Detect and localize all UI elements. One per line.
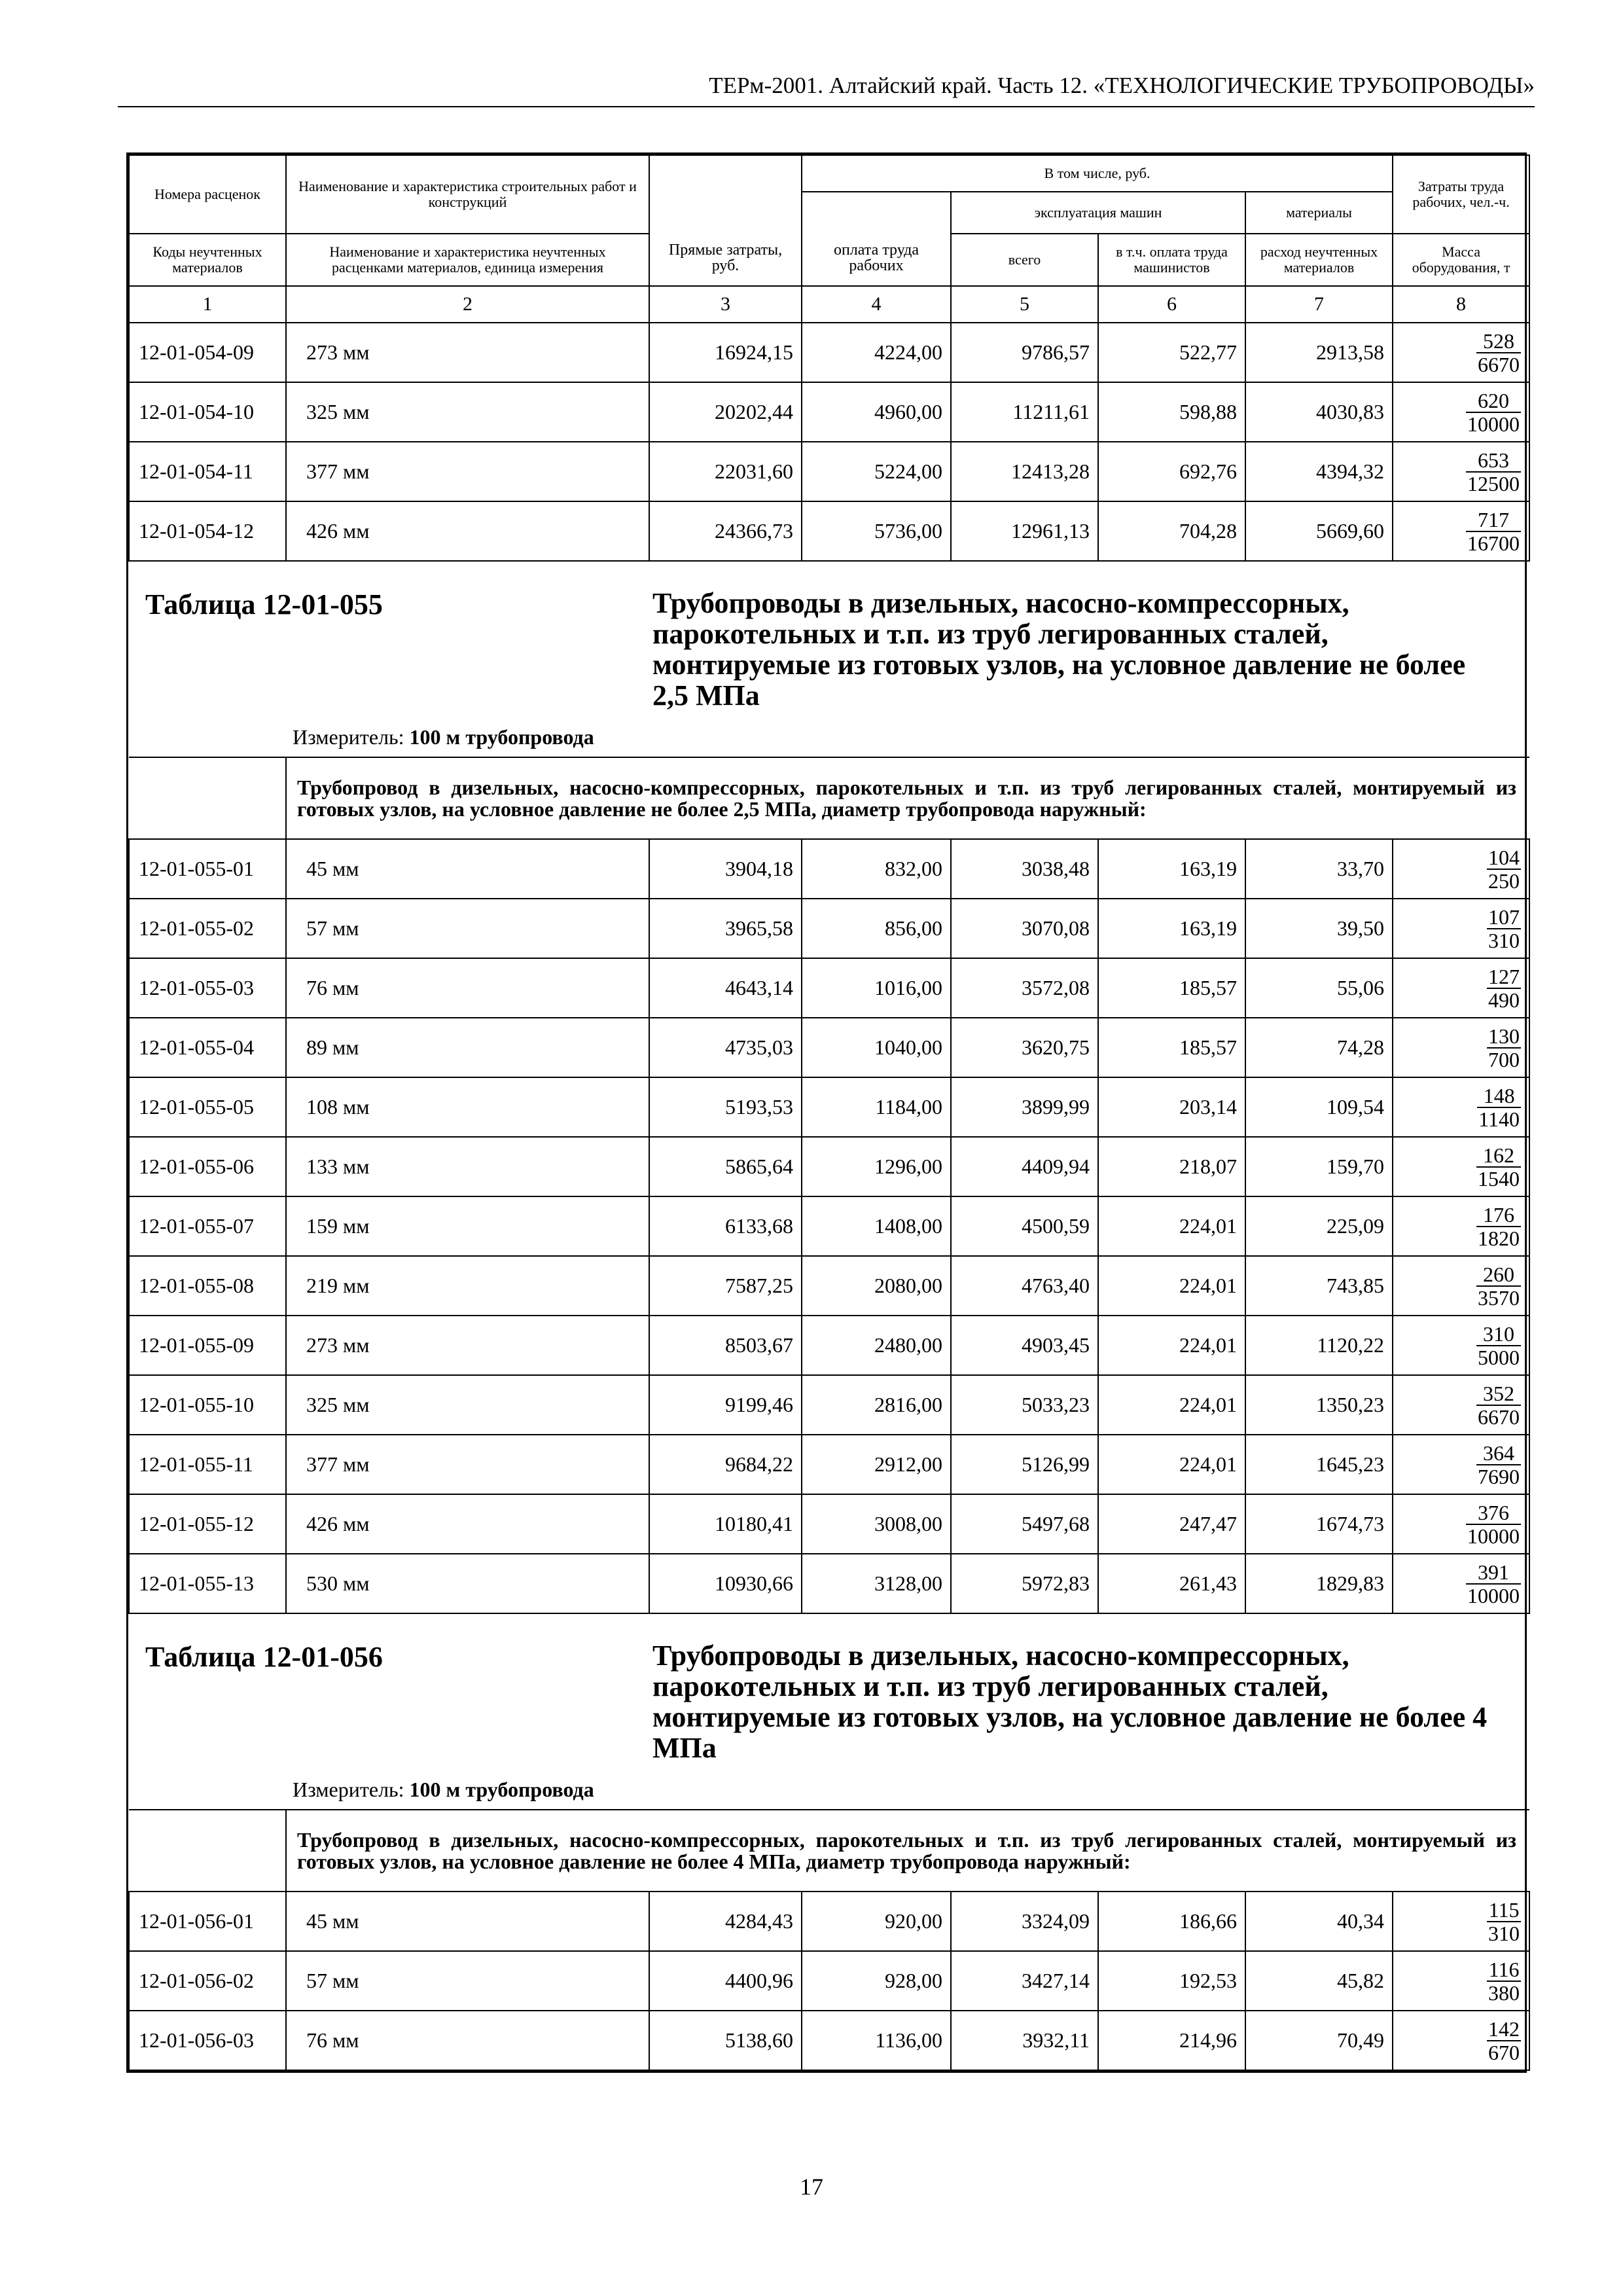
equipment-mass: 490 xyxy=(1488,988,1520,1012)
rate-code: 12-01-056-03 xyxy=(129,2011,286,2070)
labor-hours: 127 xyxy=(1488,964,1520,988)
materials-cost: 1645,23 xyxy=(1245,1435,1393,1494)
labor-hours: 176 xyxy=(1476,1204,1521,1227)
materials-cost: 33,70 xyxy=(1245,839,1393,899)
direct-costs: 7587,25 xyxy=(649,1256,802,1316)
materials-cost: 5669,60 xyxy=(1245,501,1393,561)
machine-costs: 11211,61 xyxy=(951,382,1098,442)
machine-operator-wages: 186,66 xyxy=(1098,1892,1245,1951)
labor-mass-fraction xyxy=(1487,2018,1521,2064)
section-056 xyxy=(129,1613,1529,1892)
worker-wages: 3008,00 xyxy=(802,1494,951,1554)
table-row xyxy=(129,1137,1529,1196)
direct-costs: 5865,64 xyxy=(649,1137,802,1196)
machine-costs: 12413,28 xyxy=(951,442,1098,501)
labor-and-mass xyxy=(1393,839,1529,899)
equipment-mass: 700 xyxy=(1488,1047,1520,1071)
worker-wages: 920,00 xyxy=(802,1892,951,1951)
rate-code: 12-01-054-10 xyxy=(129,382,286,442)
machine-costs: 5497,68 xyxy=(951,1494,1098,1554)
equipment-mass: 10000 xyxy=(1467,1583,1520,1607)
rate-name: 273 мм xyxy=(286,1316,649,1375)
table-row xyxy=(129,382,1529,442)
machine-costs: 9786,57 xyxy=(951,323,1098,382)
rate-code: 12-01-055-06 xyxy=(129,1137,286,1196)
table-row xyxy=(129,1435,1529,1494)
labor-hours: 352 xyxy=(1476,1382,1521,1406)
materials-cost: 109,54 xyxy=(1245,1077,1393,1137)
worker-wages: 928,00 xyxy=(802,1951,951,2011)
rate-code: 12-01-055-09 xyxy=(129,1316,286,1375)
rate-name: 325 мм xyxy=(286,1375,649,1435)
materials-cost: 1350,23 xyxy=(1245,1375,1393,1435)
table-row xyxy=(129,1951,1529,2011)
labor-and-mass xyxy=(1393,323,1529,382)
rate-code: 12-01-055-05 xyxy=(129,1077,286,1137)
equipment-mass: 310 xyxy=(1488,928,1520,952)
labor-hours: 142 xyxy=(1488,2017,1520,2041)
equipment-mass: 7690 xyxy=(1478,1464,1520,1488)
worker-wages: 4224,00 xyxy=(802,323,951,382)
column-number: 8 xyxy=(1393,286,1529,323)
direct-costs: 24366,73 xyxy=(649,501,802,561)
table-row xyxy=(129,1316,1529,1375)
rate-name: 159 мм xyxy=(286,1196,649,1256)
rate-name: 76 мм xyxy=(286,2011,649,2070)
labor-and-mass xyxy=(1393,958,1529,1018)
labor-hours: 653 xyxy=(1466,449,1521,473)
price-table-sheet xyxy=(126,152,1527,2073)
machine-costs: 4903,45 xyxy=(951,1316,1098,1375)
labor-mass-fraction xyxy=(1466,1561,1521,1607)
machine-operator-wages: 185,57 xyxy=(1098,1018,1245,1077)
labor-hours: 107 xyxy=(1488,905,1520,929)
machine-operator-wages: 704,28 xyxy=(1098,501,1245,561)
column-number: 3 xyxy=(649,286,802,323)
column-number: 1 xyxy=(129,286,286,323)
labor-mass-fraction xyxy=(1466,449,1521,495)
equipment-mass: 670 xyxy=(1488,2040,1520,2064)
column-number: 2 xyxy=(286,286,649,323)
labor-mass-fraction xyxy=(1477,1085,1521,1130)
table-label: Таблица 12-01-056 xyxy=(145,1641,383,1673)
table-row xyxy=(129,1077,1529,1137)
labor-mass-fraction xyxy=(1487,965,1521,1011)
rate-code: 12-01-054-09 xyxy=(129,323,286,382)
labor-mass-fraction xyxy=(1476,1323,1521,1369)
materials-cost: 4030,83 xyxy=(1245,382,1393,442)
machine-costs: 5126,99 xyxy=(951,1435,1098,1494)
measure-unit xyxy=(293,725,594,749)
equipment-mass: 10000 xyxy=(1467,1524,1520,1548)
labor-hours: 391 xyxy=(1466,1561,1521,1585)
materials-cost: 159,70 xyxy=(1245,1137,1393,1196)
labor-hours: 162 xyxy=(1476,1144,1521,1168)
table-row xyxy=(129,2011,1529,2070)
materials-cost: 74,28 xyxy=(1245,1018,1393,1077)
machine-operator-wages: 224,01 xyxy=(1098,1435,1245,1494)
table-row xyxy=(129,1018,1529,1077)
direct-costs: 10930,66 xyxy=(649,1554,802,1613)
machine-costs: 3324,09 xyxy=(951,1892,1098,1951)
materials-cost: 1674,73 xyxy=(1245,1494,1393,1554)
direct-costs: 4643,14 xyxy=(649,958,802,1018)
machine-operator-wages: 218,07 xyxy=(1098,1137,1245,1196)
worker-wages: 2816,00 xyxy=(802,1375,951,1435)
machine-operator-wages: 163,19 xyxy=(1098,839,1245,899)
equipment-mass: 1140 xyxy=(1478,1107,1520,1131)
labor-and-mass xyxy=(1393,1951,1529,2011)
labor-and-mass xyxy=(1393,1375,1529,1435)
machine-costs: 3572,08 xyxy=(951,958,1098,1018)
machine-operator-wages: 185,57 xyxy=(1098,958,1245,1018)
worker-wages: 832,00 xyxy=(802,839,951,899)
direct-costs: 10180,41 xyxy=(649,1494,802,1554)
equipment-mass: 1820 xyxy=(1478,1226,1520,1250)
rate-name: 89 мм xyxy=(286,1018,649,1077)
direct-costs: 4400,96 xyxy=(649,1951,802,2011)
equipment-mass: 12500 xyxy=(1467,471,1520,495)
table-row xyxy=(129,839,1529,899)
machine-operator-wages: 247,47 xyxy=(1098,1494,1245,1554)
machine-costs: 4500,59 xyxy=(951,1196,1098,1256)
measure-value: 100 м трубопровода xyxy=(409,725,594,749)
materials-cost: 4394,32 xyxy=(1245,442,1393,501)
equipment-mass: 5000 xyxy=(1478,1345,1520,1369)
worker-wages: 2080,00 xyxy=(802,1256,951,1316)
direct-costs: 20202,44 xyxy=(649,382,802,442)
direct-costs: 4735,03 xyxy=(649,1018,802,1077)
price-table xyxy=(128,154,1530,2071)
direct-costs: 22031,60 xyxy=(649,442,802,501)
rate-name: 377 мм xyxy=(286,1435,649,1494)
rate-code: 12-01-055-04 xyxy=(129,1018,286,1077)
machine-operator-wages: 214,96 xyxy=(1098,2011,1245,2070)
materials-cost: 55,06 xyxy=(1245,958,1393,1018)
worker-wages: 1040,00 xyxy=(802,1018,951,1077)
rate-code: 12-01-055-12 xyxy=(129,1494,286,1554)
labor-hours: 148 xyxy=(1477,1085,1521,1108)
rate-code: 12-01-055-01 xyxy=(129,839,286,899)
labor-and-mass xyxy=(1393,2011,1529,2070)
rate-code: 12-01-055-07 xyxy=(129,1196,286,1256)
table-row xyxy=(129,899,1529,958)
equipment-mass: 250 xyxy=(1488,869,1520,893)
machine-costs: 3932,11 xyxy=(951,2011,1098,2070)
rate-name: 377 мм xyxy=(286,442,649,501)
direct-costs: 4284,43 xyxy=(649,1892,802,1951)
running-header xyxy=(118,65,1535,107)
header-labor-bottom: Масса оборудования, т xyxy=(1393,234,1529,286)
rate-code: 12-01-055-02 xyxy=(129,899,286,958)
direct-costs: 6133,68 xyxy=(649,1196,802,1256)
direct-costs: 9684,22 xyxy=(649,1435,802,1494)
equipment-mass: 310 xyxy=(1488,1921,1520,1945)
page-number: 17 xyxy=(800,2174,823,2200)
header-wages: оплата труда рабочих xyxy=(802,192,951,286)
direct-costs: 16924,15 xyxy=(649,323,802,382)
direct-costs: 5193,53 xyxy=(649,1077,802,1137)
header-machines: эксплуатация машин xyxy=(951,192,1245,234)
worker-wages: 2912,00 xyxy=(802,1435,951,1494)
machine-costs: 4409,94 xyxy=(951,1137,1098,1196)
labor-mass-fraction xyxy=(1476,1382,1521,1428)
equipment-mass: 10000 xyxy=(1467,412,1520,436)
header-materials: материалы xyxy=(1245,192,1393,234)
labor-hours: 620 xyxy=(1466,389,1521,413)
column-number: 5 xyxy=(951,286,1098,323)
machine-operator-wages: 203,14 xyxy=(1098,1077,1245,1137)
materials-cost: 743,85 xyxy=(1245,1256,1393,1316)
rate-name: 45 мм xyxy=(286,839,649,899)
equipment-mass: 6670 xyxy=(1478,1405,1520,1429)
machine-operator-wages: 598,88 xyxy=(1098,382,1245,442)
labor-and-mass xyxy=(1393,501,1529,561)
rate-name: 530 мм xyxy=(286,1554,649,1613)
machine-costs: 5972,83 xyxy=(951,1554,1098,1613)
machine-operator-wages: 692,76 xyxy=(1098,442,1245,501)
machine-costs: 4763,40 xyxy=(951,1256,1098,1316)
labor-and-mass xyxy=(1393,1077,1529,1137)
table-label: Таблица 12-01-055 xyxy=(145,588,383,620)
machine-operator-wages: 224,01 xyxy=(1098,1256,1245,1316)
rate-name: 133 мм xyxy=(286,1137,649,1196)
labor-and-mass xyxy=(1393,442,1529,501)
header-col1-bottom: Коды неучтенных материалов xyxy=(129,234,286,286)
table-header xyxy=(129,155,1529,323)
section-description: Трубопровод в дизельных, насосно-компрессорных, парокотельных и т.п. из труб легированных сталей, монтируемый из готовых узлов, на условное давление не более 4 МПа, диаметр трубопровода наружный: xyxy=(286,1810,1529,1892)
worker-wages: 5736,00 xyxy=(802,501,951,561)
table-row xyxy=(129,1375,1529,1435)
direct-costs: 8503,67 xyxy=(649,1316,802,1375)
rate-code: 12-01-056-01 xyxy=(129,1892,286,1951)
rate-name: 76 мм xyxy=(286,958,649,1018)
materials-cost: 1829,83 xyxy=(1245,1554,1393,1613)
machine-operator-wages: 224,01 xyxy=(1098,1316,1245,1375)
measure-label: Измеритель: xyxy=(293,725,404,749)
rows-054 xyxy=(129,323,1529,561)
header-machines-total: всего xyxy=(951,234,1098,286)
labor-mass-fraction xyxy=(1487,906,1521,952)
direct-costs: 3904,18 xyxy=(649,839,802,899)
worker-wages: 2480,00 xyxy=(802,1316,951,1375)
worker-wages: 5224,00 xyxy=(802,442,951,501)
worker-wages: 3128,00 xyxy=(802,1554,951,1613)
labor-hours: 528 xyxy=(1476,330,1521,353)
measure-label: Измеритель: xyxy=(293,1778,404,1801)
table-row xyxy=(129,1196,1529,1256)
table-row xyxy=(129,323,1529,382)
labor-mass-fraction xyxy=(1487,1958,1521,2004)
worker-wages: 1184,00 xyxy=(802,1077,951,1137)
materials-cost: 225,09 xyxy=(1245,1196,1393,1256)
worker-wages: 1408,00 xyxy=(802,1196,951,1256)
materials-cost: 45,82 xyxy=(1245,1951,1393,2011)
direct-costs: 5138,60 xyxy=(649,2011,802,2070)
rate-code: 12-01-054-12 xyxy=(129,501,286,561)
labor-mass-fraction xyxy=(1476,330,1521,376)
rate-code: 12-01-055-13 xyxy=(129,1554,286,1613)
header-machine-operator-wages: в т.ч. оплата труда машинистов xyxy=(1098,234,1245,286)
column-number: 4 xyxy=(802,286,951,323)
direct-costs: 9199,46 xyxy=(649,1375,802,1435)
header-including: В том числе, руб. xyxy=(802,155,1393,192)
labor-and-mass xyxy=(1393,1435,1529,1494)
section-055 xyxy=(129,561,1529,839)
materials-cost: 1120,22 xyxy=(1245,1316,1393,1375)
column-number: 7 xyxy=(1245,286,1393,323)
labor-mass-fraction xyxy=(1476,1144,1521,1190)
labor-hours: 310 xyxy=(1476,1323,1521,1346)
rate-name: 45 мм xyxy=(286,1892,649,1951)
table-row xyxy=(129,1256,1529,1316)
table-row xyxy=(129,501,1529,561)
table-row xyxy=(129,1554,1529,1613)
machine-operator-wages: 224,01 xyxy=(1098,1375,1245,1435)
materials-cost: 2913,58 xyxy=(1245,323,1393,382)
header-direct-costs: Прямые затраты, руб. xyxy=(649,155,802,286)
machine-operator-wages: 192,53 xyxy=(1098,1951,1245,2011)
labor-mass-fraction xyxy=(1466,1501,1521,1547)
table-row xyxy=(129,1892,1529,1951)
labor-hours: 115 xyxy=(1487,1899,1521,1922)
machine-costs: 5033,23 xyxy=(951,1375,1098,1435)
labor-hours: 130 xyxy=(1488,1024,1520,1048)
labor-mass-fraction xyxy=(1466,509,1521,554)
table-row xyxy=(129,442,1529,501)
labor-and-mass xyxy=(1393,1196,1529,1256)
rate-code: 12-01-054-11 xyxy=(129,442,286,501)
labor-and-mass xyxy=(1393,1137,1529,1196)
running-title: ТЕРм-2001. Алтайский край. Часть 12. «ТЕХНОЛОГИЧЕСКИЕ ТРУБОПРОВОДЫ» xyxy=(709,73,1535,98)
equipment-mass: 6670 xyxy=(1478,352,1520,376)
worker-wages: 856,00 xyxy=(802,899,951,958)
labor-hours: 364 xyxy=(1476,1442,1521,1465)
rows-056 xyxy=(129,1892,1529,2070)
materials-cost: 70,49 xyxy=(1245,2011,1393,2070)
rate-code: 12-01-056-02 xyxy=(129,1951,286,2011)
rate-code: 12-01-055-03 xyxy=(129,958,286,1018)
header-col1-top: Номера расценок xyxy=(129,155,286,234)
rate-name: 57 мм xyxy=(286,1951,649,2011)
rate-code: 12-01-055-11 xyxy=(129,1435,286,1494)
rows-055 xyxy=(129,839,1529,1613)
rate-name: 108 мм xyxy=(286,1077,649,1137)
machine-costs: 3899,99 xyxy=(951,1077,1098,1137)
labor-hours: 116 xyxy=(1487,1958,1521,1982)
labor-and-mass xyxy=(1393,1554,1529,1613)
equipment-mass: 16700 xyxy=(1467,531,1520,555)
table-title: Трубопроводы в дизельных, насосно-компрессорных, парокотельных и т.п. из труб легированных сталей, монтируемые из готовых узлов, на условное давление не более 2,5 МПа xyxy=(652,587,1466,711)
rate-code: 12-01-055-10 xyxy=(129,1375,286,1435)
labor-mass-fraction xyxy=(1487,1899,1521,1945)
labor-and-mass xyxy=(1393,899,1529,958)
labor-mass-fraction xyxy=(1487,846,1521,892)
rate-code: 12-01-055-08 xyxy=(129,1256,286,1316)
header-col2-bottom: Наименование и характеристика неучтенных расценками материалов, единица измерения xyxy=(286,234,649,286)
labor-mass-fraction xyxy=(1466,389,1521,435)
labor-mass-fraction xyxy=(1476,1263,1521,1309)
rate-name: 325 мм xyxy=(286,382,649,442)
worker-wages: 1136,00 xyxy=(802,2011,951,2070)
equipment-mass: 1540 xyxy=(1478,1166,1520,1191)
materials-cost: 39,50 xyxy=(1245,899,1393,958)
labor-and-mass xyxy=(1393,1316,1529,1375)
worker-wages: 1296,00 xyxy=(802,1137,951,1196)
labor-mass-fraction xyxy=(1487,1025,1521,1071)
machine-costs: 3038,48 xyxy=(951,839,1098,899)
header-col2-top: Наименование и характеристика строительных работ и конструкций xyxy=(286,155,649,234)
labor-hours: 717 xyxy=(1466,509,1521,532)
rate-name: 57 мм xyxy=(286,899,649,958)
rate-name: 273 мм xyxy=(286,323,649,382)
header-materials-bottom: расход неучтенных материалов xyxy=(1245,234,1393,286)
machine-operator-wages: 522,77 xyxy=(1098,323,1245,382)
equipment-mass: 380 xyxy=(1488,1981,1520,2005)
labor-hours: 260 xyxy=(1476,1263,1521,1287)
labor-hours: 104 xyxy=(1488,845,1520,869)
machine-costs: 3620,75 xyxy=(951,1018,1098,1077)
worker-wages: 1016,00 xyxy=(802,958,951,1018)
labor-mass-fraction xyxy=(1476,1442,1521,1488)
labor-and-mass xyxy=(1393,382,1529,442)
labor-and-mass xyxy=(1393,1018,1529,1077)
table-title: Трубопроводы в дизельных, насосно-компрессорных, парокотельных и т.п. из труб легированных сталей, монтируемые из готовых узлов, на условное давление не более 4 МПа xyxy=(652,1640,1488,1764)
machine-operator-wages: 163,19 xyxy=(1098,899,1245,958)
table-row xyxy=(129,1494,1529,1554)
labor-hours: 376 xyxy=(1466,1501,1521,1525)
section-description: Трубопровод в дизельных, насосно-компрессорных, парокотельных и т.п. из труб легированных сталей, монтируемый из готовых узлов, на условное давление не более 2,5 МПа, диаметр трубопровода наружный: xyxy=(286,757,1529,839)
machine-costs: 3427,14 xyxy=(951,1951,1098,2011)
column-number: 6 xyxy=(1098,286,1245,323)
machine-operator-wages: 224,01 xyxy=(1098,1196,1245,1256)
materials-cost: 40,34 xyxy=(1245,1892,1393,1951)
worker-wages: 4960,00 xyxy=(802,382,951,442)
rate-name: 426 мм xyxy=(286,501,649,561)
machine-costs: 12961,13 xyxy=(951,501,1098,561)
labor-mass-fraction xyxy=(1476,1204,1521,1249)
labor-and-mass xyxy=(1393,1892,1529,1951)
header-labor-top: Затраты труда рабочих, чел.-ч. xyxy=(1393,155,1529,234)
rate-name: 219 мм xyxy=(286,1256,649,1316)
labor-and-mass xyxy=(1393,1494,1529,1554)
table-row xyxy=(129,958,1529,1018)
rate-name: 426 мм xyxy=(286,1494,649,1554)
measure-value: 100 м трубопровода xyxy=(409,1778,594,1801)
machine-costs: 3070,08 xyxy=(951,899,1098,958)
labor-and-mass xyxy=(1393,1256,1529,1316)
direct-costs: 3965,58 xyxy=(649,899,802,958)
machine-operator-wages: 261,43 xyxy=(1098,1554,1245,1613)
measure-unit xyxy=(293,1778,594,1802)
equipment-mass: 3570 xyxy=(1478,1285,1520,1310)
